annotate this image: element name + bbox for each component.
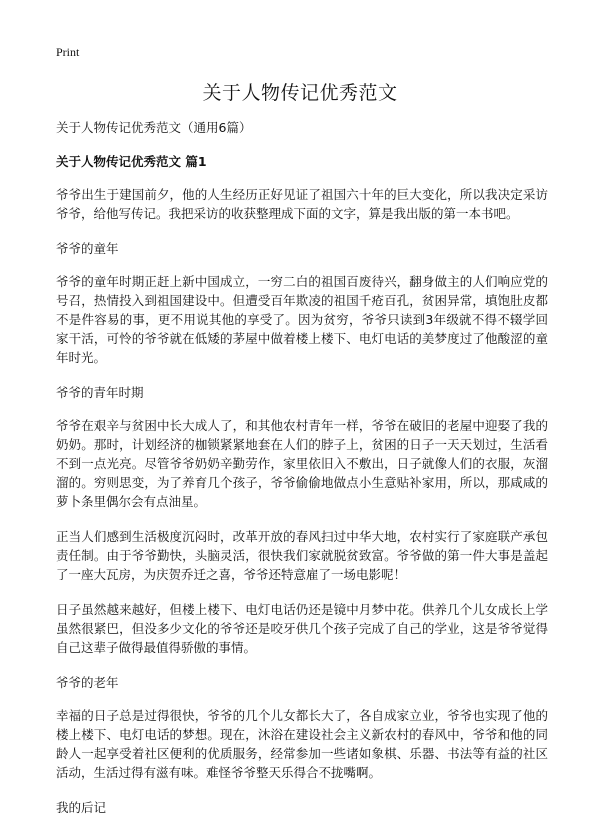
article-heading: 关于人物传记优秀范文 篇1 [56, 154, 207, 169]
section-heading-old-age: 爷爷的老年 [56, 675, 119, 690]
section-heading-childhood: 爷爷的童年 [56, 241, 119, 256]
body-paragraph: 幸福的日子总是过得很快，爷爷的几个儿女都长大了，各自成家立业，爷爷也实现了他的楼上楼下、电灯电话的梦想。现在，沐浴在建设社会主义新农村的春风中，爷爷和他的同龄人一起享受着社区便利的优质服务，经常参加一些诸如象棋、乐器、书法等有益的社区活动，生活过得有滋有味。难怪爷爷整天乐得合不拢嘴啊。 [56, 708, 548, 780]
document-subtitle: 关于人物传记优秀范文（通用6篇） [56, 120, 252, 135]
section-heading-afterword: 我的后记 [56, 800, 107, 815]
body-paragraph: 爷爷出生于建国前夕，他的人生经历正好见证了祖国六十年的巨大变化，所以我决定采访爷爷，给他写传记。我把采访的收获整理成下面的文字，算是我出版的第一本书吧。 [56, 187, 548, 221]
section-heading-youth: 爷爷的青年时期 [56, 385, 144, 400]
print-link[interactable]: Print [56, 45, 80, 59]
body-paragraph: 爷爷的童年时期正赶上新中国成立，一穷二白的祖国百废待兴，翻身做主的人们响应党的号召，热情投入到祖国建设中。但遭受百年欺凌的祖国千疮百孔，贫困异常，填饱肚皮都不是件容易的事，更不用说其他的享受了。因为贫穷，爷爷只读到3年级就不得不辍学回家干活，可怜的爷爷就在低矮的茅屋中做着楼上楼下、电灯电话的美梦度过了他酸涩的童年时光。 [56, 274, 548, 365]
document-title: 关于人物传记优秀范文 [202, 82, 398, 104]
body-paragraph: 正当人们感到生活极度沉闷时，改革开放的春风扫过中华大地，农村实行了家庭联产承包责任制。由于爷爷勤快，头脑灵活，很快我们家就脱贫致富。爷爷做的第一件大事是盖起了一座大瓦房，为庆贺乔迁之喜，爷爷还特意雇了一场电影呢！ [56, 529, 548, 582]
body-paragraph: 日子虽然越来越好，但楼上楼下、电灯电话仍还是镜中月梦中花。供养几个儿女成长上学虽然很紧巴，但没多少文化的爷爷还是咬牙供几个孩子完成了自己的学业，这是爷爷觉得自己这辈子做得最值得骄傲的事情。 [56, 602, 548, 655]
document-body [56, 118, 548, 831]
body-paragraph: 爷爷在艰辛与贫困中长大成人了，和其他农村青年一样，爷爷在破旧的老屋中迎娶了我的奶奶。那时，计划经济的枷锁紧紧地套在人们的脖子上，贫困的日子一天天划过，生活看不到一点光亮。尽管爷爷奶奶辛勤劳作，家里依旧入不敷出，日子就像人们的衣服，灰溜溜的。穷则思变，为了养育几个孩子，爷爷偷偷地做点小生意贴补家用，所以，那咸咸的萝卜条里偶尔会有点油星。 [56, 418, 548, 509]
